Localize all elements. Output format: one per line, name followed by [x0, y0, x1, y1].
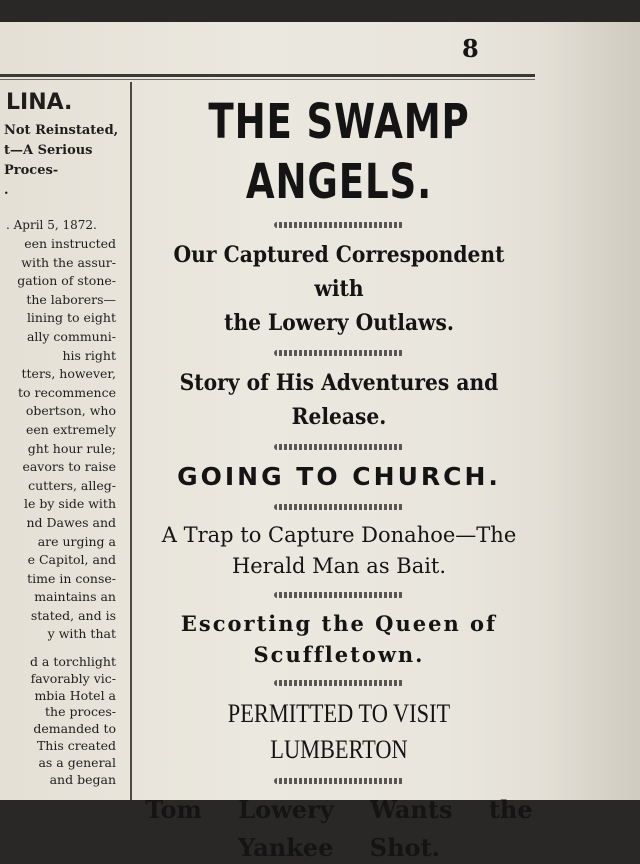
body-line: demanded to [33, 721, 116, 737]
body-line: stated, and is [30, 607, 116, 623]
top-rule [0, 74, 535, 77]
top-rule-thin [0, 79, 535, 80]
newspaper-page [0, 22, 640, 862]
deck-line: A Trap to Capture Donahoe—The [161, 523, 517, 547]
page-shadow [545, 22, 640, 800]
article-column [134, 90, 544, 864]
deck-line: Release. [291, 404, 387, 430]
subhead-line: t—A Serious [4, 143, 93, 158]
dateline: . April 5, 1872. [6, 218, 97, 232]
left-column-heading: LINA. [6, 90, 73, 115]
body-line: e Capitol, and [27, 552, 116, 568]
body-line: with the assur- [21, 254, 116, 270]
decorative-rule [274, 444, 404, 450]
body-line: the proces- [45, 704, 116, 720]
body-line: d a torchlight [29, 654, 116, 670]
deck-line-caps: GOING TO CHURCH. [177, 462, 501, 491]
page-number: 8 [462, 34, 479, 63]
left-column [0, 90, 126, 788]
body-line: eavors to raise [22, 459, 116, 475]
decorative-rule [274, 592, 404, 598]
subhead-line: Proces- [4, 163, 59, 178]
main-headline: THE SWAMP ANGELS. [208, 94, 470, 210]
decorative-rule [274, 350, 404, 356]
deck-line: Escorting the Queen of [180, 611, 498, 636]
decorative-rule [274, 504, 404, 510]
deck-line: Scuffletown. [253, 642, 425, 667]
deck-line: Tom Lowery Wants the [145, 795, 533, 824]
body-line: obertson, who [25, 403, 116, 419]
deck-line: Story of His Adventures and [179, 370, 499, 396]
body-line: to recommence [18, 384, 116, 400]
body-line: nd Dawes and [26, 514, 116, 530]
subhead-line: Not Reinstated, [4, 123, 119, 138]
deck-line: Yankee Shot. [237, 833, 441, 862]
body-line: een instructed [24, 236, 116, 251]
body-line: This created [36, 738, 116, 754]
body-line: favorably vic- [30, 670, 116, 686]
left-column-subhead [0, 121, 126, 201]
body-line: ally communi- [26, 328, 116, 344]
body-line: are urging a [37, 533, 116, 549]
decorative-rule [274, 778, 404, 784]
body-line: time in conse- [27, 570, 116, 586]
decorative-rule [274, 222, 404, 228]
deck-line: Our Captured Correspondent with [173, 242, 505, 302]
body-line: maintains an [34, 589, 116, 605]
body-line: een extremely [26, 421, 116, 437]
body-line: mbia Hotel a [34, 687, 116, 703]
column-divider [130, 82, 132, 800]
body-line: as a general [38, 754, 116, 770]
deck-line: Herald Man as Bait. [231, 554, 447, 578]
body-line: ght hour rule; [27, 440, 116, 456]
deck-line: the Lowery Outlaws. [224, 310, 454, 336]
body-line: and began [49, 771, 116, 787]
body-line: gation of stone- [17, 273, 116, 289]
left-column-body [0, 235, 126, 644]
body-line: le by side with [24, 496, 116, 512]
decorative-rule [274, 680, 404, 686]
deck-line: PERMITTED TO VISIT LUMBERTON [227, 699, 451, 764]
body-line: his right [62, 347, 116, 363]
body-line: tters, however, [21, 366, 116, 382]
body-line: the laborers— [26, 291, 116, 307]
subhead-line: . [4, 183, 9, 198]
left-column-body-2 [0, 654, 126, 788]
body-line: cutters, alleg- [28, 477, 116, 493]
body-line: lining to eight [26, 310, 116, 326]
body-line: y with that [47, 626, 116, 642]
